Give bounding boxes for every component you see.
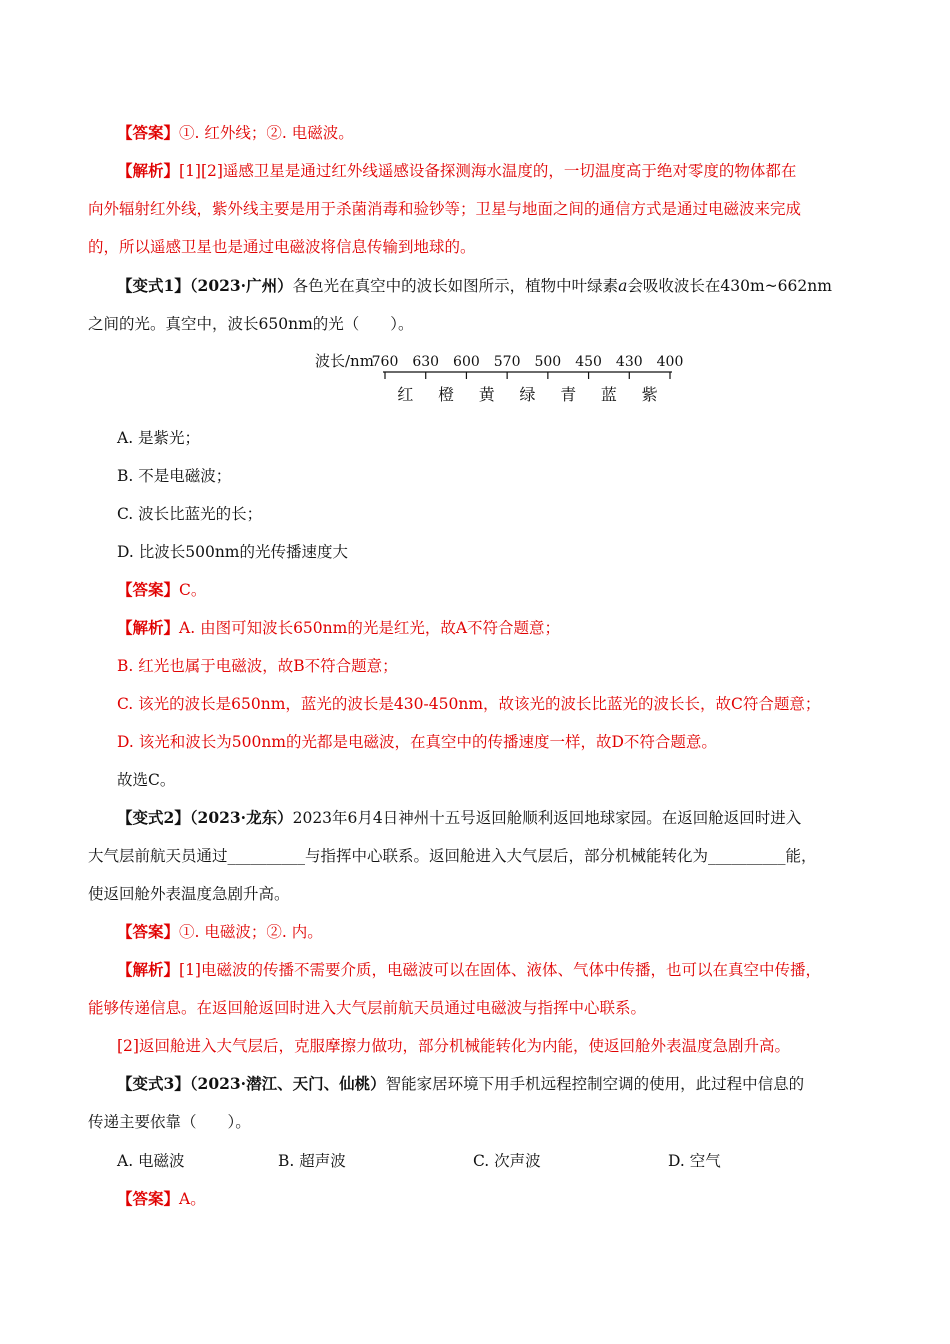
explanation-line-1 (117, 160, 796, 182)
variant-1-explanation-c: C. 该光的波长是650nm，蓝光的波长是430-450nm，故该光的波长比蓝光的波长长，故C符合题意； (117, 695, 821, 713)
spectrum-color-labels (397, 385, 657, 404)
variant-1-answer (117, 579, 206, 601)
answer-tag: 【答案】 (117, 123, 180, 142)
variant-2-explanation-line-3: [2]返回舱进入大气层后，克服摩擦力做功，部分机械能转化为内能，使返回舱外表温度急剧升高。 (117, 1037, 790, 1055)
spectrum-tick-label: 570 (493, 354, 521, 370)
spectrum-color-label: 橙 (438, 385, 455, 404)
variant-1-conclusion: 故选C。 (117, 771, 176, 789)
variant-2-question-line-3: 使返回舱外表温度急剧升高。 (88, 885, 290, 903)
explanation-text: [1]电磁波的传播不需要介质，电磁波可以在固体、液体、气体中传播，也可以在真空中传播， (179, 961, 821, 979)
variant-3-answer (117, 1188, 206, 1210)
variant-3-tag: 【变式3】 (117, 1074, 190, 1093)
explanation-tag: 【解析】 (117, 960, 180, 979)
explanation-text: [1][2]遥感卫星是通过红外线遥感设备探测海水温度的，一切温度高于绝对零度的物体都在 (179, 162, 797, 180)
variant-2-question-line-1 (117, 807, 801, 829)
answer-text: A。 (179, 1190, 206, 1208)
answer-text: ①. 电磁波；②. 内。 (179, 923, 323, 941)
wavelength-spectrum-figure (315, 350, 684, 410)
variant-2-explanation-line-2: 能够传递信息。在返回舱返回时进入大气层前航天员通过电磁波与指挥中心联系。 (88, 999, 647, 1017)
explanation-line-2: 向外辐射红外线，紫外线主要是用于杀菌消毒和验钞等；卫星与地面之间的通信方式是通过电磁波来完成 (88, 200, 802, 218)
explanation-line-3: 的，所以遥感卫星也是通过电磁波将信息传输到地球的。 (88, 238, 476, 256)
variant-2-explanation-line-1 (117, 959, 821, 981)
variant-1-question-line-2: 之间的光。真空中，波长650nm的光（ ）。 (88, 315, 414, 333)
variant-3-source: （2023·潜江、天门、仙桃） (189, 1074, 386, 1093)
variant-2-text: 2023年6月4日神州十五号返回舱顺利返回地球家园。在返回舱返回时进入 (292, 809, 802, 827)
variant-1-var: a (618, 277, 628, 295)
variant-1-question-line-1 (117, 275, 832, 297)
spectrum-tick-label: 600 (453, 354, 480, 370)
spectrum-tick-label: 500 (534, 354, 562, 370)
variant-1-option-a: A. 是紫光； (117, 429, 201, 447)
answer-tag: 【答案】 (117, 922, 180, 941)
spectrum-color-label: 红 (397, 385, 414, 404)
variant-1-option-c: C. 波长比蓝光的长； (117, 505, 263, 523)
variant-1-explanation-b: B. 红光也属于电磁波，故B不符合题意； (117, 657, 398, 675)
variant-1-text-b: 会吸收波长在430m~662nm (627, 277, 832, 295)
variant-2-tag: 【变式2】 (117, 808, 190, 827)
spectrum-color-label: 青 (560, 385, 577, 404)
variant-1-tag: 【变式1】 (117, 276, 190, 295)
spectrum-tick-marks (385, 372, 670, 379)
spectrum-tick-label: 400 (656, 354, 684, 370)
variant-1-option-b: B. 不是电磁波； (117, 467, 232, 485)
explanation-text: A. 由图可知波长650nm的光是红光，故A不符合题意； (179, 619, 561, 637)
spectrum-axis-label: 波长/nm (315, 352, 374, 370)
spectrum-tick-label: 760 (371, 354, 399, 370)
answer-tag: 【答案】 (117, 580, 180, 599)
spectrum-tick-label: 630 (412, 354, 440, 370)
spectrum-tick-labels (372, 354, 684, 370)
spectrum-tick-label: 430 (615, 354, 643, 370)
answer-text: ①. 红外线；②. 电磁波。 (179, 124, 354, 142)
answer-line-1 (117, 122, 354, 144)
explanation-tag: 【解析】 (117, 618, 180, 637)
variant-3-text: 智能家居环境下用手机远程控制空调的使用，此过程中信息的 (385, 1075, 805, 1093)
variant-3-option-d: D. 空气 (668, 1152, 721, 1170)
spectrum-color-label: 紫 (641, 385, 658, 404)
spectrum-color-label: 蓝 (600, 385, 617, 404)
answer-tag: 【答案】 (117, 1189, 180, 1208)
spectrum-color-label: 绿 (519, 385, 536, 404)
spectrum-tick-label: 450 (575, 354, 602, 370)
variant-1-source: （2023·广州） (189, 276, 293, 295)
explanation-tag: 【解析】 (117, 161, 180, 180)
variant-3-option-c: C. 次声波 (473, 1152, 541, 1170)
variant-2-answer (117, 921, 323, 943)
variant-1-text: 各色光在真空中的波长如图所示，植物中叶绿素 (292, 277, 619, 295)
variant-3-option-b: B. 超声波 (278, 1152, 346, 1170)
spectrum-color-label: 黄 (478, 385, 495, 404)
variant-1-explanation-d: D. 该光和波长为500nm的光都是电磁波，在真空中的传播速度一样，故D不符合题意。 (117, 733, 717, 751)
answer-text: C。 (179, 581, 207, 599)
variant-2-source: （2023·龙东） (189, 808, 293, 827)
variant-1-option-d: D. 比波长500nm的光传播速度大 (117, 543, 348, 561)
variant-1-explanation-a (117, 617, 560, 639)
variant-2-question-line-2: 大气层前航天员通过__________与指挥中心联系。返回舱进入大气层后，部分机械能转化为__________能， (88, 847, 817, 865)
variant-3-option-a: A. 电磁波 (117, 1152, 185, 1170)
variant-3-question-line-2: 传递主要依靠（ ）。 (88, 1113, 251, 1131)
variant-3-question-line-1 (117, 1073, 804, 1095)
